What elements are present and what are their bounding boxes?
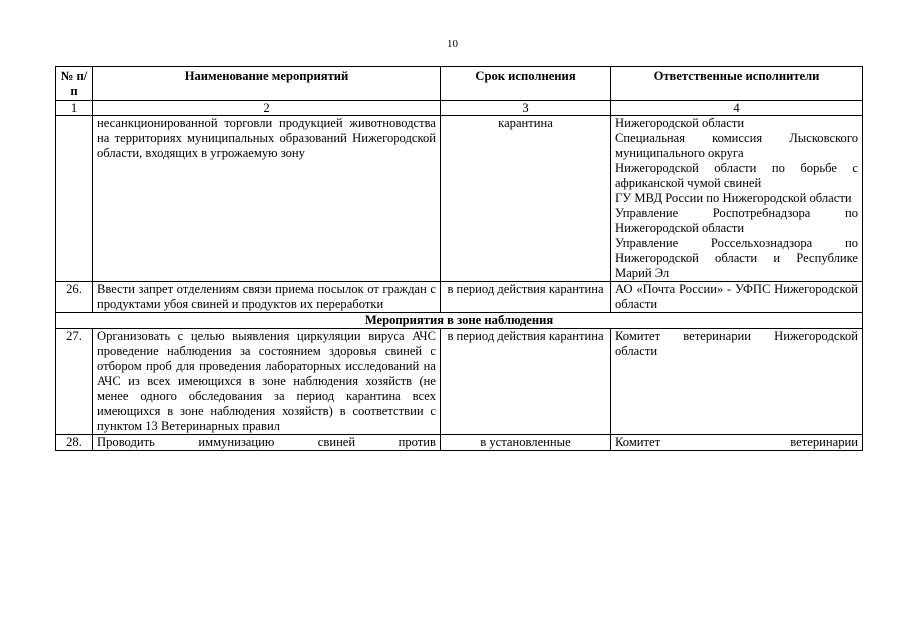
responsible-line: Нижегородской области — [615, 116, 745, 130]
measures-table — [55, 66, 863, 451]
header-num: № п/п — [56, 67, 93, 101]
row-deadline: в период действия карантина — [441, 329, 611, 435]
responsible-line: Специальная комиссия Лысковского муниципального округа — [615, 131, 858, 160]
row-deadline: в установленные — [441, 435, 611, 451]
responsible-line: АО «Почта России» - УФПС Нижегородской области — [615, 282, 858, 311]
column-index: 1 — [56, 101, 93, 116]
column-index: 3 — [441, 101, 611, 116]
row-name: несанкционированной торговли продукцией животноводства на территориях муниципальных образований Нижегородской области, входящих в угрожаемую зону — [93, 116, 441, 282]
table-row — [56, 329, 863, 435]
responsible-line: Управление Россельхознадзора по Нижегородской области и Республике Марий Эл — [615, 236, 858, 280]
header-name: Наименование мероприятий — [93, 67, 441, 101]
column-index: 4 — [611, 101, 863, 116]
responsible-line: Комитет ветеринарии — [615, 435, 858, 449]
row-deadline: в период действия карантина — [441, 282, 611, 313]
row-name: Ввести запрет отделениям связи приема посылок от граждан с продуктами убоя свиней и продуктов их переработки — [93, 282, 441, 313]
row-name: Проводить иммунизацию свиней против — [93, 435, 441, 451]
table-row — [56, 116, 863, 282]
row-num — [56, 116, 93, 282]
column-index-row — [56, 101, 863, 116]
responsible-line: ГУ МВД России по Нижегородской области — [615, 191, 852, 205]
section-title: Мероприятия в зоне наблюдения — [56, 313, 863, 329]
table-row — [56, 282, 863, 313]
column-index: 2 — [93, 101, 441, 116]
responsible-line: Нижегородской области по борьбе с африканской чумой свиней — [615, 161, 858, 190]
row-deadline: карантина — [441, 116, 611, 282]
row-responsible — [611, 329, 863, 435]
row-num: 26. — [56, 282, 93, 313]
section-header-row — [56, 313, 863, 329]
page-number: 10 — [447, 38, 458, 50]
header-row — [56, 67, 863, 101]
row-num: 28. — [56, 435, 93, 451]
row-responsible — [611, 435, 863, 451]
responsible-line: Комитет ветеринарии Нижегородской области — [615, 329, 858, 358]
header-deadline: Срок исполнения — [441, 67, 611, 101]
responsible-line: Управление Роспотребнадзора по Нижегородской области — [615, 206, 858, 235]
row-name: Организовать с целью выявления циркуляции вируса АЧС проведение наблюдения за состоянием здоровья свиней с отбором проб для проведения лабораторных исследований на АЧС из всех имеющихся в зоне наблюдения хозяйств (не менее одного обследования за период карантина всех имеющихся в зоне наблюдения хозяйств) в соответствии с пунктом 13 Ветеринарных правил — [93, 329, 441, 435]
table-row — [56, 435, 863, 451]
row-responsible — [611, 116, 863, 282]
row-responsible — [611, 282, 863, 313]
row-num: 27. — [56, 329, 93, 435]
header-responsible: Ответственные исполнители — [611, 67, 863, 101]
